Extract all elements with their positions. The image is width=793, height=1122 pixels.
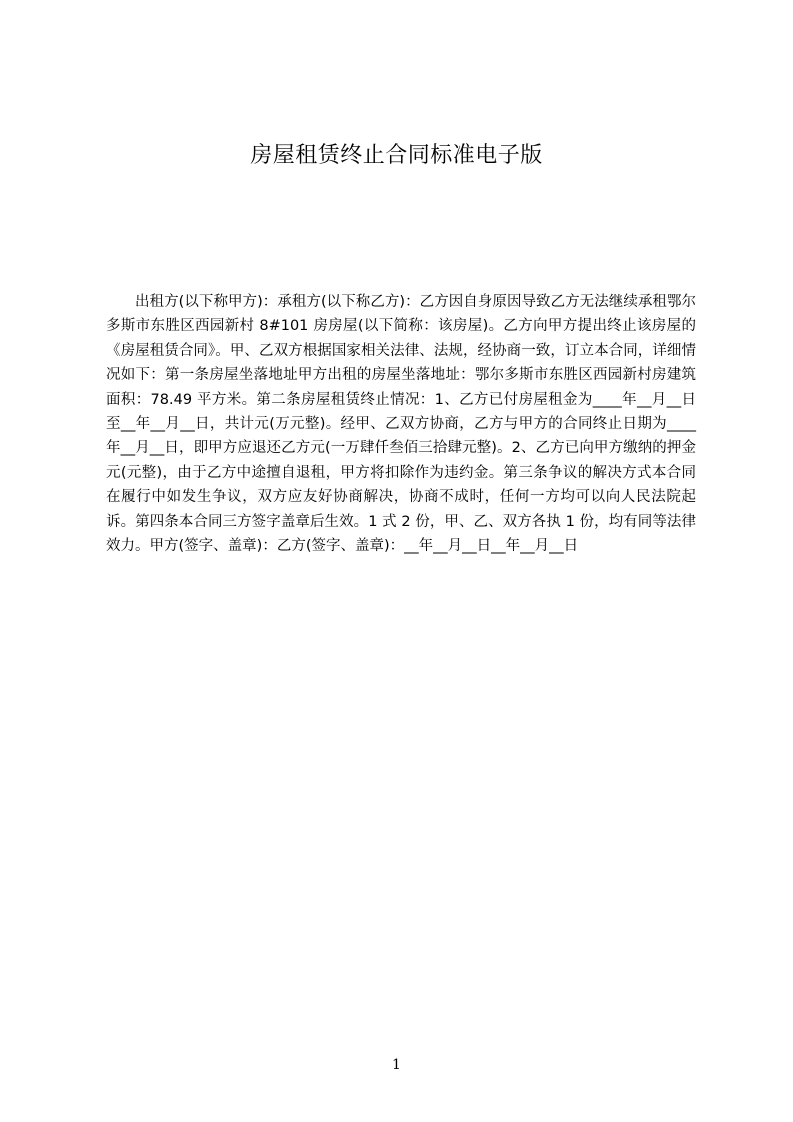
page-number: 1 (392, 1057, 401, 1073)
document-title: 房屋租赁终止合同标准电子版 (250, 143, 543, 168)
contract-body-paragraph: 出租方(以下称甲方)：承租方(以下称乙方)：乙方因自身原因导致乙方无法继续承租鄂尔多斯市东胜区西园新村 8#101 房房屋(以下简称：该房屋)。乙方向甲方提出终止该房屋的《房屋租赁合同》。甲、乙双方根据国家相关法律、法规，经协商一致，订立本合同，详细情况如下：第一条房屋坐落地址甲方出租的房屋坐落地址：鄂尔多斯市东胜区西园新村房建筑面积：78.49 平方米。第二条房屋租赁终止情况：1、乙方已付房屋租金为____年__月__日至__年__月__日，共计元(万元整)。经甲、乙双方协商，乙方与甲方的合同终止日期为____年__月__日，即甲方应退还乙方元(一万肆仟叁佰三拾肆元整)。2、乙方已向甲方缴纳的押金元(元整)，由于乙方中途擅自退租，甲方将扣除作为违约金。第三条争议的解决方式本合同在履行中如发生争议，双方应友好协商解决，协商不成时，任何一方均可以向人民法院起诉。第四条本合同三方签字盖章后生效。1 式 2 份，甲、乙、双方各执 1 份，均有同等法律效力。甲方(签字、盖章)：乙方(签字、盖章)：__年__月__日__年__月__日 (106, 294, 696, 555)
